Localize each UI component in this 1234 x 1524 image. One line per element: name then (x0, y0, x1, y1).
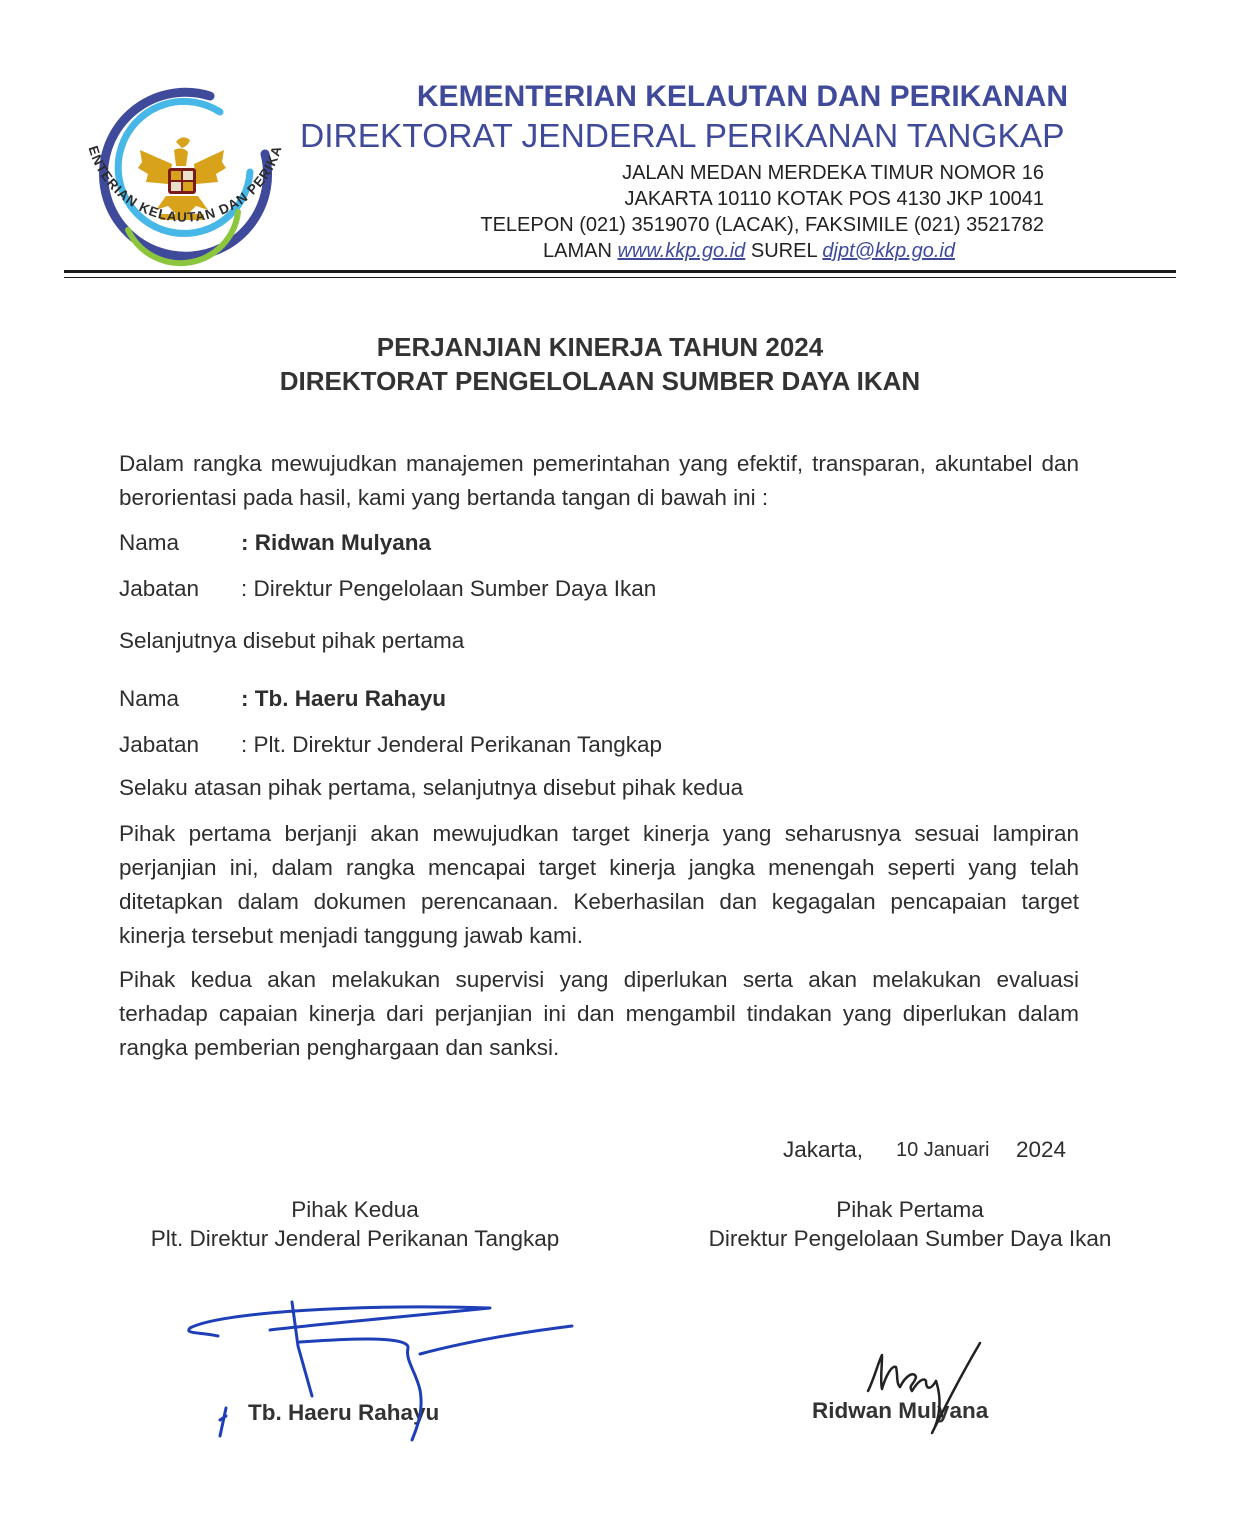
right-signatory-name: Ridwan Mulyana (812, 1398, 989, 1423)
right-signatory-role: Pihak Pertama (836, 1197, 984, 1222)
address-line-1: JALAN MEDAN MERDEKA TIMUR NOMOR 16 (622, 162, 1044, 184)
letterhead-rule-thick (64, 270, 1176, 273)
left-signatory-position: Plt. Direktur Jenderal Perikanan Tangkap (150, 1226, 560, 1251)
directorate-general-name: DIREKTORAT JENDERAL PERIKANAN TANGKAP (300, 118, 1065, 155)
first-party-position-label: Jabatan (119, 576, 200, 601)
second-party-name-label: Nama (119, 686, 180, 711)
first-party-note: Selanjutnya disebut pihak pertama (119, 628, 465, 653)
letterhead-rule-thin (64, 277, 1176, 278)
web-label: LAMAN (543, 240, 612, 262)
signing-date: 10 Januari (896, 1139, 990, 1161)
logo-ring-text: ENTERIAN KELAUTAN DAN PERIKA (85, 143, 285, 225)
intro-paragraph: Dalam rangka mewujudkan manajemen pemerintahan yang efektif, transparan, akuntabel dan berorientasi pada hasil, kami yang bertanda tangan di bawah ini : (119, 451, 1079, 510)
ministry-name: KEMENTERIAN KELAUTAN DAN PERIKANAN (416, 80, 1068, 113)
first-party-name-label: Nama (119, 530, 180, 555)
left-signatory-role: Pihak Kedua (291, 1197, 419, 1222)
document-title: PERJANJIAN KINERJA TAHUN 2024 (376, 332, 824, 362)
web-email-line (0, 240, 955, 263)
second-party-name-value: : Tb. Haeru Rahayu (241, 686, 447, 711)
website-link[interactable]: www.kkp.go.id (617, 240, 746, 262)
right-signature-icon (860, 1335, 1000, 1445)
second-party-position-value: : Plt. Direktur Jenderal Perikanan Tangkap (241, 732, 663, 757)
second-party-position-label: Jabatan (119, 732, 200, 757)
document-subtitle: DIREKTORAT PENGELOLAAN SUMBER DAYA IKAN (279, 366, 921, 396)
first-party-position-value: : Direktur Pengelolaan Sumber Daya Ikan (241, 576, 657, 601)
second-party-note: Selaku atasan pihak pertama, selanjutnya disebut pihak kedua (119, 775, 744, 800)
commitment-paragraph: Pihak pertama berjanji akan mewujudkan target kinerja yang seharusnya sesuai lampiran perjanjian ini, dalam rangka mencapai target kinerja jangka menengah seperti yang telah ditetapkan dalam dokumen perencanaan. Keberhasilan dan kegagalan pencapaian target kinerja tersebut menjadi tanggung jawab kami. (119, 821, 1079, 948)
left-signatory-name: Tb. Haeru Rahayu (248, 1400, 440, 1425)
first-party-name-value: : Ridwan Mulyana (241, 530, 432, 555)
address-line-2: JAKARTA 10110 KOTAK POS 4130 JKP 10041 (624, 188, 1044, 210)
signing-place: Jakarta, (783, 1137, 864, 1162)
email-label: SUREL (750, 240, 817, 262)
signing-year: 2024 (1016, 1137, 1067, 1162)
email-link[interactable]: djpt@kkp.go.id (822, 240, 955, 262)
supervision-paragraph: Pihak kedua akan melakukan supervisi yang diperlukan serta akan melakukan evaluasi terhadap capaian kinerja dari perjanjian ini dan mengambil tindakan yang diperlukan dalam rangka pemberian penghargaan dan sanksi. (119, 967, 1079, 1060)
right-signatory-position: Direktur Pengelolaan Sumber Daya Ikan (708, 1226, 1112, 1251)
left-signature-icon (180, 1290, 600, 1450)
phone-fax-line: TELEPON (021) 3519070 (LACAK), FAKSIMILE (021) 3521782 (480, 214, 1044, 236)
